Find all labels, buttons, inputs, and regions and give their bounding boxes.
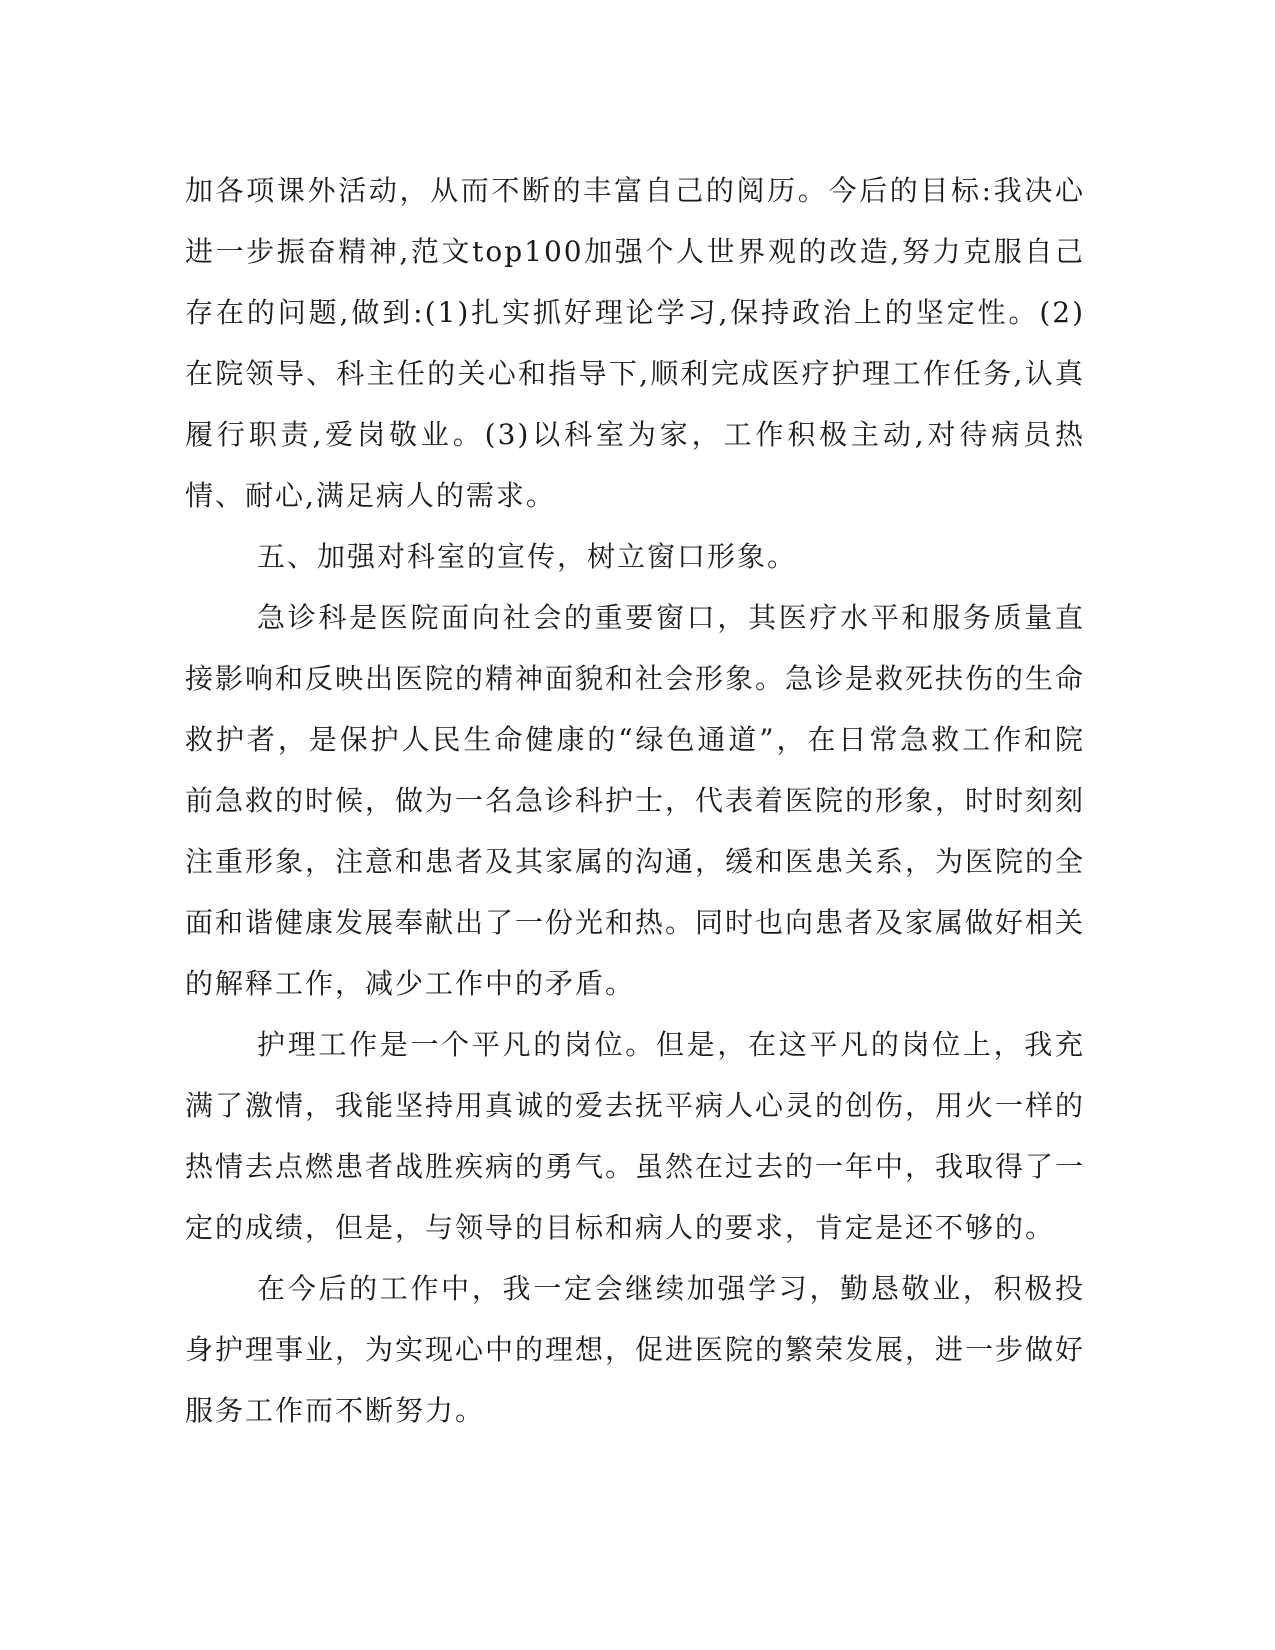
paragraph-nursing-work: 护理工作是一个平凡的岗位。但是，在这平凡的岗位上，我充满了激情，我能坚持用真诚的爱去抚平病人心灵的创伤，用火一样的热情去点燃患者战胜疾病的勇气。虽然在过去的一年中，我取得了一定的成绩，但是，与领导的目标和病人的要求，肯定是还不够的。 bbox=[185, 1028, 1086, 1244]
paragraph-future-work: 在今后的工作中，我一定会继续加强学习，勤恳敬业，积极投身护理事业，为实现心中的理想，促进医院的繁荣发展，进一步做好服务工作而不断努力。 bbox=[185, 1272, 1086, 1427]
paragraph-goals: 加各项课外活动，从而不断的丰富自己的阅历。今后的目标:我决心进一步振奋精神,范文top100加强个人世界观的改造,努力克服自己存在的问题,做到:(1)扎实抓好理论学习,保持政治上的坚定性。(2)在院领导、科主任的关心和指导下,顺利完成医疗护理工作任务,认真履行职责,爱岗敬业。(3)以科室为家，工作积极主动,对待病员热情、耐心,满足病人的需求。 bbox=[185, 174, 1085, 512]
section-heading-publicity: 五、加强对科室的宣传，树立窗口形象。 bbox=[257, 540, 798, 573]
document-body bbox=[185, 160, 1085, 1441]
paragraph-emergency-window: 急诊科是医院面向社会的重要窗口，其医疗水平和服务质量直接影响和反映出医院的精神面貌和社会形象。急诊是救死扶伤的生命救护者，是保护人民生命健康的“绿色通道”，在日常急救工作和院前急救的时候，做为一名急诊科护士，代表着医院的形象，时时刻刻注重形象，注意和患者及其家属的沟通，缓和医患关系，为医院的全面和谐健康发展奉献出了一份光和热。同时也向患者及家属做好相关的解释工作，减少工作中的矛盾。 bbox=[185, 601, 1086, 1000]
